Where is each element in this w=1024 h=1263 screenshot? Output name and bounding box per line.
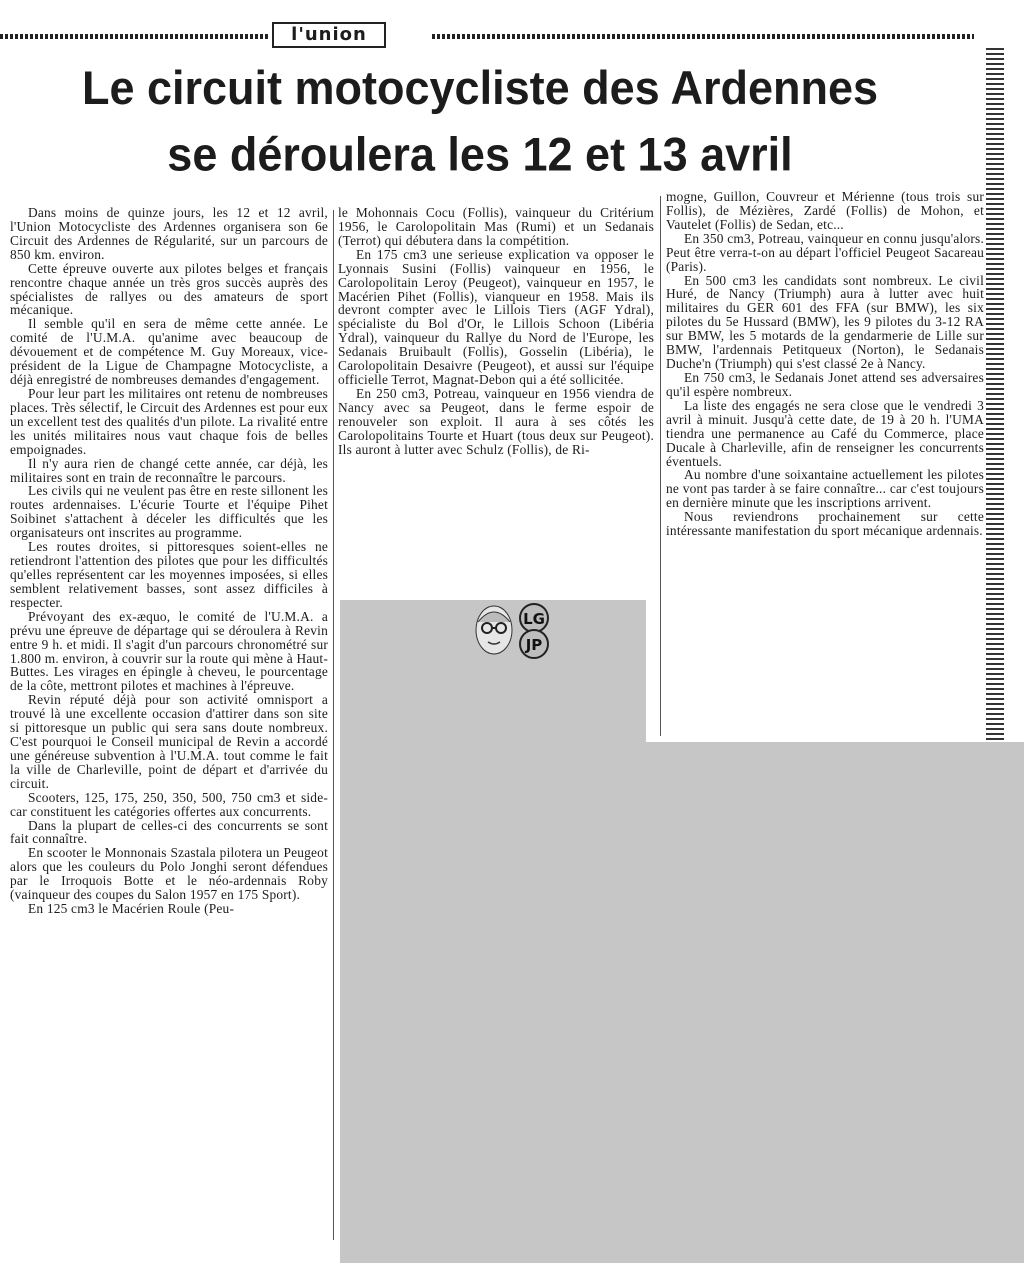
blank-scan-area (340, 600, 646, 1263)
article-headline (40, 55, 920, 187)
paragraph: Prévoyant des ex-æquo, le comité de l'U.M.A. a prévu une épreuve de départage qui se déroulera à Revin entre 9 h. et midi. Il s'agit d'un parcours chronométré sur 1.800 m. environ, à couvrir sur la route qui mène à Haut-Buttes. Les virages en épingle à cheveu, le pourcentage de la côte, mettront pilotes et machines à l'épreuve. (10, 608, 328, 694)
paragraph: Dans moins de quinze jours, les 12 et 12 avril, l'Union Motocycliste des Ardennes organisera son 6e Circuit des Ardennes de Régularité, sur un parcours de 850 km. environ. (10, 205, 328, 262)
newspaper-masthead: l'union (272, 22, 386, 48)
paragraph: En 500 cm3 les candidats sont nombreux. Le civil Huré, de Nancy (Triumph) aura à lutter avec huit militaires du GER 601 des FFA (sur BMW), les six pilotes du 5e Hussard (BMW), les 9 pilotes du 3-12 RA sur BMW, les 5 motards de la gendarmerie de Lille sur BMW, l'ardennais Petitqueux (Norton), le Sedanais Duche'n (Triumph) qui s'est classé 2e à Nancy. (666, 272, 984, 372)
paragraph: Scooters, 125, 175, 250, 350, 500, 750 cm3 et side-car constituent les catégories offertes aux concurrents. (10, 789, 328, 819)
blank-scan-area (646, 742, 1024, 1263)
watermark-initials-top: LG (523, 610, 545, 628)
paragraph: Les routes droites, si pittoresques soient-elles ne retiendront l'attention des pilotes que pour les difficultés qu'elles représentent car les moyennes imposées, si elles semblent relativement basses, sont assez difficiles à respecter. (10, 539, 328, 610)
headline-line-1: Le circuit motocycliste des Ardennes (81, 61, 879, 115)
margin-decoration (986, 48, 1004, 740)
column-divider (660, 196, 661, 736)
article-column-1 (10, 206, 328, 916)
paragraph: le Mohonnais Cocu (Follis), vainqueur du Critérium 1956, le Carolopolitain Mas (Rumi) et un Sedanais (Terrot) qui débutera dans la compétition. (338, 205, 654, 248)
paragraph: En 350 cm3, Potreau, vainqueur en connu jusqu'alors. Peut être verra-t-on au départ l'officiel Peugeot Sacareau (Paris). (666, 230, 984, 274)
paragraph: Cette épreuve ouverte aux pilotes belges et français rencontre chaque année un très gros succès auprès des spécialistes de rallyes ou des amateurs de sport mécanique. (10, 260, 328, 318)
paragraph: Il n'y aura rien de changé cette année, car déjà, les militaires sont en train de reconnaître le parcours. (10, 455, 328, 485)
paragraph: Dans la plupart de celles-ci des concurrents se sont fait connaître. (10, 817, 328, 847)
watermark-logo (466, 600, 556, 662)
masthead-rule-right (432, 34, 974, 39)
paragraph: En 125 cm3 le Macérien Roule (Peu- (28, 901, 235, 917)
paragraph: Au nombre d'une soixantaine actuellement les pilotes ne vont pas tarder à se faire connaître... car c'est toujours en dernière minute que les inscriptions arrivent. (666, 467, 984, 511)
masthead-rule-left (0, 34, 268, 39)
paragraph: Pour leur part les militaires ont retenu de nombreuses places. Très sélectif, le Circuit des Ardennes est pour eux un excellent test des qualités d'un pilote. La rivalité entre les unités militaires nous vaut chaque fois de belles empoignades. (10, 385, 328, 457)
paragraph: Nous reviendrons prochainement sur cette intéressante manifestation du sport mécanique ardennais. (666, 509, 984, 539)
paragraph: En 250 cm3, Potreau, vainqueur en 1956 viendra de Nancy avec sa Peugeot, dans le ferme espoir de renouveler son exploit. Il aura à ses côtés les Carolopolitains Tourte et Huart (tous deux sur Peugeot). Ils auront à lutter avec Schulz (Follis), de Ri- (338, 385, 654, 457)
paragraph: La liste des engagés ne sera close que le vendredi 3 avril à minuit. Jusqu'à cette date, de 19 à 20 h. l'UMA tiendra une permanence au Café du Commerce, place Ducale à Charleville, afin de renseigner les concurrents éventuels. (666, 397, 984, 469)
column-divider (333, 210, 334, 1240)
paragraph: Il semble qu'il en sera de même cette année. Le comité de l'U.M.A. qu'anime avec beaucoup de dévouement et de compétence M. Guy Moreaux, vice-président de la Ligue de Champagne Motocycliste, a déjà enregistré de nombreuses demandes d'engagement. (10, 316, 328, 388)
paragraph: En 175 cm3 une serieuse explication va opposer le Lyonnais Susini (Follis) vainqueur en 1956, le Carolopolitain Leroy (Peugeot), vainqueur en 1957, le Macérien Pihet (Follis), vianqueur en 1958. Mais ils devront compter avec le Lillois Tiers (AGF Ydral), spécialiste du Bol d'Or, le Lillois Schoon (Libéria Ydral), vainqueur du Rallye du Nord de l'Europe, les Sedanais Bruibault (Follis), Gosselin (Libéria), le Carolopolitain Desaivre (Peugeot), et aussi sur l'équipe officielle Terrot, Magnat-Debon qui a été sollicitée. (338, 246, 654, 388)
article-column-3 (666, 190, 984, 538)
headline-line-2: se déroulera les 12 et 13 avril (167, 127, 793, 181)
portrait-icon (466, 600, 556, 662)
paragraph: Les civils qui ne veulent pas être en reste sillonent les routes ardennaises. L'écurie Tourte et l'équipe Pihet Soibinet s'attachent à déceler les difficultés que les organisateurs ont inscrites au programme. (10, 483, 328, 541)
watermark-initials-bottom: JP (525, 636, 543, 654)
paragraph: En 750 cm3, le Sedanais Jonet attend ses adversaires qu'il espère nombreux. (666, 369, 984, 399)
article-column-2 (338, 206, 654, 457)
paragraph: mogne, Guillon, Couvreur et Mérienne (tous trois sur Follis), de Mézières, Zardé (Follis) de Mohon, et Vautelet (Follis) de Sedan, etc... (666, 189, 984, 232)
paragraph: En scooter le Monnonais Szastala pilotera un Peugeot alors que les couleurs du Polo Jonghi seront défendues par le Irroquois Botte et le néo-ardennais Roby (vainqueur des coupes du Salon 1957 en 175 Sport). (10, 845, 328, 903)
paragraph: Revin réputé déjà pour son activité omnisport a trouvé là une excellente occasion d'attirer dans son site si pittoresque un public qui sera sans doute nombreux. C'est pourquoi le Conseil municipal de Revin a accordé une généreuse subvention à l'U.M.A. tout comme le fait la ville de Charleville, point de départ et d'arrivée du circuit. (10, 692, 328, 791)
